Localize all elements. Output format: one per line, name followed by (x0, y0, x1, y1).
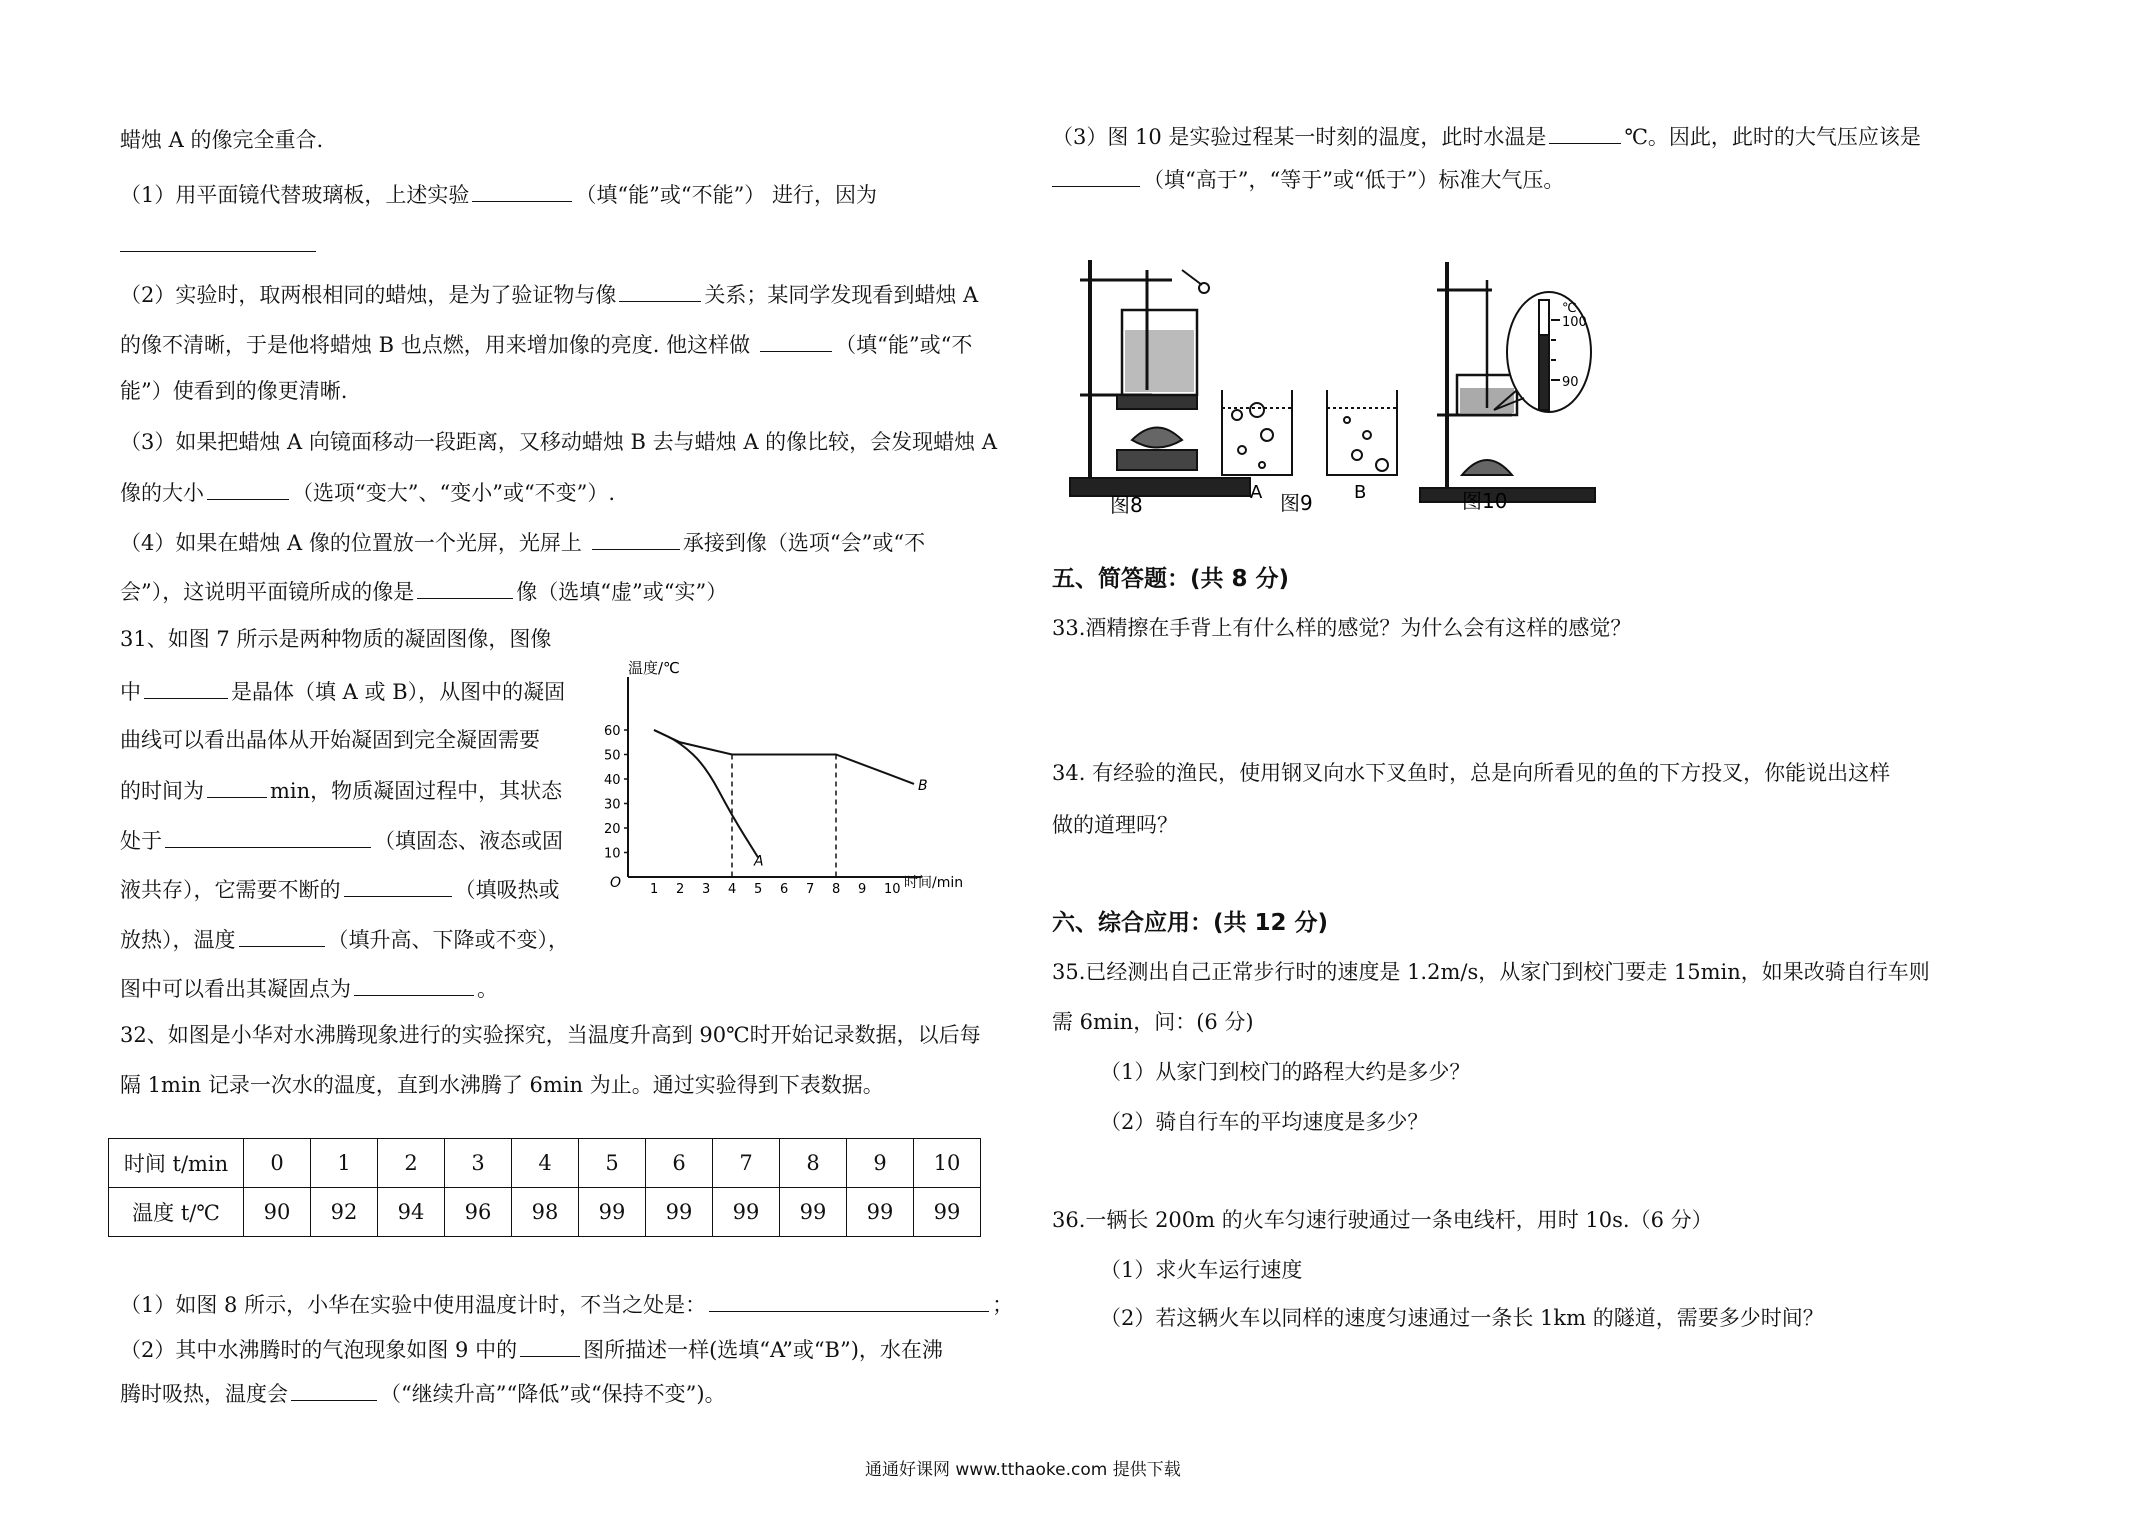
figure-9-label-b: B (1354, 482, 1367, 503)
table-cell: 90 (244, 1188, 311, 1237)
chart-x-tick: 6 (780, 882, 789, 897)
text-line: （填“高于”，“等于”或“低于”）标准大气压。 (1052, 168, 1564, 191)
text-line: 像的大小 （选项“变大”、“变小”或“不变”）. (120, 481, 616, 505)
table-cell: 10 (914, 1139, 981, 1188)
text-line: 能”）使看到的像更清晰. (120, 379, 348, 403)
text-line: 放热），温度 （填升高、下降或不变）， (120, 928, 569, 952)
answer-blank[interactable] (291, 1382, 377, 1401)
answer-blank[interactable] (472, 183, 572, 202)
table-cell: 99 (646, 1188, 713, 1237)
figure-9-label-a: A (1250, 482, 1263, 503)
text-line: 中 是晶体（填 A 或 B），从图中的凝固 (120, 680, 566, 704)
text-line: 液共存），它需要不断的 （填吸热或 (120, 878, 560, 902)
table-cell: 92 (311, 1188, 378, 1237)
table-cell: 4 (512, 1139, 579, 1188)
apparatus-figures (1062, 240, 1602, 520)
chart-y-tick: 30 (604, 797, 621, 813)
answer-blank[interactable] (417, 580, 513, 599)
thermometer-100: 100 (1562, 315, 1587, 330)
question-2: （2）实验时，取两根相同的蜡烛，是为了验证物与像 关系；某同学发现看到蜡烛 A (120, 283, 979, 307)
chart-x-tick: 8 (832, 882, 841, 897)
question-35-2: （2）骑自行车的平均速度是多少？ (1100, 1110, 1429, 1134)
chart-x-tick: 3 (702, 882, 711, 897)
figure-10-caption: 图10 (1462, 489, 1508, 513)
table-cell: 99 (914, 1188, 981, 1237)
chart-series-B (654, 730, 914, 784)
question-32-1: （1）如图 8 所示，小华在实验中使用温度计时，不当之处是： ； (120, 1293, 1014, 1317)
answer-blank[interactable] (207, 481, 289, 500)
chart-x-tick: 1 (650, 882, 659, 897)
text-line: 的时间为 min，物质凝固过程中，其状态 (120, 779, 563, 803)
answer-blank[interactable] (619, 283, 701, 302)
text-line: 图中可以看出其凝固点为 。 (120, 977, 498, 1001)
chart-y-tick: 50 (604, 748, 621, 764)
answer-blank[interactable] (354, 977, 474, 996)
question-31: 31、如图 7 所示是两种物质的凝固图像，图像 (120, 627, 552, 651)
chart-label-b: B (918, 777, 928, 794)
table-cell: 3 (445, 1139, 512, 1188)
table-cell: 9 (847, 1139, 914, 1188)
table-cell: 98 (512, 1188, 579, 1237)
question-33: 33.酒精擦在手背上有什么样的感觉？为什么会有这样的感觉？ (1052, 616, 1632, 640)
answer-blank[interactable] (165, 829, 371, 848)
answer-blank[interactable] (709, 1293, 989, 1312)
text-line: 会”），这说明平面镜所成的像是 像（选填“虚”或“实”） (120, 580, 728, 604)
text-line: 处于 （填固态、液态或固 (120, 829, 563, 853)
answer-blank[interactable] (1549, 125, 1621, 144)
text-line: 蜡烛 A 的像完全重合. (120, 128, 324, 152)
answer-line[interactable] (120, 233, 316, 256)
table-cell: 99 (713, 1188, 780, 1237)
question-36-2: （2）若这辆火车以同样的速度匀速通过一条长 1km 的隧道，需要多少时间？ (1100, 1306, 1824, 1330)
table-cell: 99 (780, 1188, 847, 1237)
answer-blank[interactable] (120, 233, 316, 252)
text-line: 曲线可以看出晶体从开始凝固到完全凝固需要 (120, 728, 540, 752)
answer-blank[interactable] (1052, 168, 1140, 187)
chart-x-tick: 9 (858, 882, 867, 897)
thermometer-90: 90 (1562, 375, 1579, 390)
table-header-cell: 时间 t/min (109, 1139, 244, 1188)
text-line: 隔 1min 记录一次水的温度，直到水沸腾了 6min 为止。通过实验得到下表数据。 (120, 1073, 884, 1097)
answer-blank[interactable] (239, 928, 325, 947)
question-32-3: （3）图 10 是实验过程某一时刻的温度，此时水温是 ℃。因此，此时的大气压应该是 (1052, 125, 1921, 149)
question-36-1: （1）求火车运行速度 (1100, 1258, 1303, 1282)
table-cell: 5 (579, 1139, 646, 1188)
figure-9 (1222, 390, 1397, 475)
chart-y-tick: 40 (604, 773, 621, 788)
chart-x-tick: 7 (806, 882, 815, 897)
table-cell: 94 (378, 1188, 445, 1237)
text-line: 做的道理吗？ (1052, 813, 1178, 837)
chart-origin: O (610, 875, 622, 891)
footer: 通通好课网 www.tthaoke.com 提供下载 (865, 1460, 1181, 1480)
solidification-chart (598, 655, 978, 910)
table-cell: 0 (244, 1139, 311, 1188)
question-32-2: （2）其中水沸腾时的气泡现象如图 9 中的 图所描述一样(选填“A”或“B”)，水在沸 (120, 1338, 943, 1362)
table-cell: 96 (445, 1188, 512, 1237)
table-cell: 99 (579, 1188, 646, 1237)
answer-blank[interactable] (344, 878, 452, 897)
section-5-heading: 五、简答题：(共 8 分) (1052, 566, 1290, 592)
table-cell: 1 (311, 1139, 378, 1188)
table-row (109, 1139, 981, 1188)
table-cell: 7 (713, 1139, 780, 1188)
question-35: 35.已经测出自己正常步行时的速度是 1.2m/s，从家门到校门要走 15min，如果改骑自行车则 (1052, 960, 1930, 984)
answer-blank[interactable] (760, 333, 832, 352)
table-cell: 8 (780, 1139, 847, 1188)
question-4: （4）如果在蜡烛 A 像的位置放一个光屏，光屏上 承接到像（选项“会”或“不 (120, 531, 926, 555)
chart-x-tick: 10 (884, 882, 901, 897)
answer-blank[interactable] (520, 1338, 580, 1357)
table-row (109, 1188, 981, 1237)
chart-xlabel: 时间/min (904, 875, 964, 891)
data-table (108, 1138, 981, 1237)
chart-x-tick: 2 (676, 882, 685, 897)
question-32: 32、如图是小华对水沸腾现象进行的实验探究，当温度升高到 90℃时开始记录数据，以后每 (120, 1023, 981, 1047)
text-line: 腾时吸热，温度会 （“继续升高”“降低”或“保持不变”)。 (120, 1382, 726, 1406)
chart-y-tick: 60 (604, 724, 621, 739)
thermometer-unit: ℃ (1562, 301, 1577, 316)
chart-label-a: A (754, 853, 764, 870)
answer-blank[interactable] (144, 680, 228, 699)
question-1: （1）用平面镜代替玻璃板，上述实验 （填“能”或“不能”） 进行，因为 (120, 183, 877, 207)
text-line: 需 6min，问：(6 分) (1052, 1010, 1254, 1034)
question-35-1: （1）从家门到校门的路程大约是多少？ (1100, 1060, 1471, 1084)
question-3: （3）如果把蜡烛 A 向镜面移动一段距离，又移动蜡烛 B 去与蜡烛 A 的像比较，会发现蜡烛 A (120, 430, 998, 454)
chart-x-tick: 5 (754, 882, 763, 897)
answer-blank[interactable] (207, 779, 267, 798)
chart-y-tick: 20 (604, 822, 621, 837)
section-6-heading: 六、综合应用：(共 12 分) (1052, 910, 1329, 936)
answer-blank[interactable] (592, 531, 680, 550)
figure-8-caption: 图8 (1110, 493, 1143, 517)
table-cell: 99 (847, 1188, 914, 1237)
question-36: 36.一辆长 200m 的火车匀速行驶通过一条电线杆，用时 10s.（6 分） (1052, 1208, 1713, 1232)
text-line: 的像不清晰，于是他将蜡烛 B 也点燃，用来增加像的亮度. 他这样做 （填“能”或“不 (120, 333, 973, 357)
table-cell: 2 (378, 1139, 445, 1188)
chart-y-tick: 10 (604, 846, 621, 862)
table-header-cell: 温度 t/℃ (109, 1188, 244, 1237)
chart-ylabel: 温度/℃ (628, 659, 680, 677)
question-34: 34. 有经验的渔民，使用钢叉向水下叉鱼时，总是向所看见的鱼的下方投叉，你能说出这样 (1052, 761, 1891, 785)
table-cell: 6 (646, 1139, 713, 1188)
chart-x-tick: 4 (728, 882, 737, 897)
figure-9-caption: 图9 (1280, 491, 1313, 515)
